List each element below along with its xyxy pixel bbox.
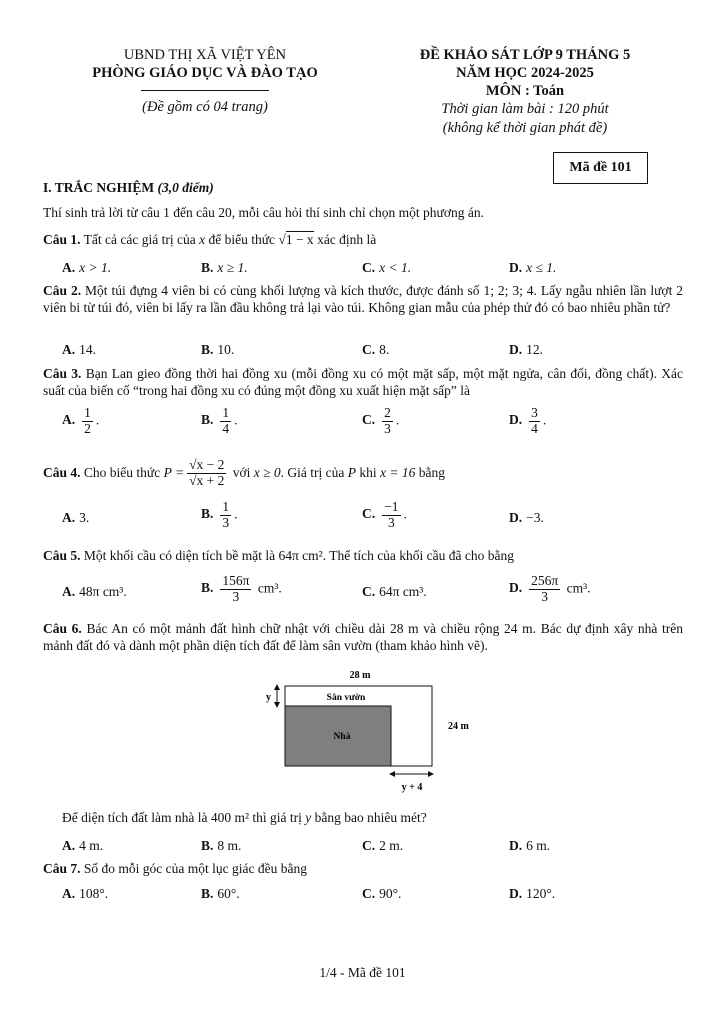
fraction (220, 500, 231, 531)
question-4 (43, 452, 683, 494)
options-q4 (62, 500, 662, 538)
options-q3 (62, 406, 662, 442)
question-text: bằng bao nhiêu mét? (314, 810, 427, 825)
fraction (220, 574, 251, 605)
instructions: Thí sinh trả lời từ câu 1 đến câu 20, mỗi câu hỏi thí sinh chỉ chọn một phương án. (43, 205, 484, 220)
option-d[interactable] (509, 838, 550, 855)
section-title: I. TRẮC NGHIỆM (43, 180, 155, 195)
question-text: thì giá trị (252, 810, 302, 825)
option-label: D. (509, 342, 523, 357)
numerator: 1 (222, 405, 230, 420)
figure-length-label: 28 m (349, 670, 371, 681)
option-value: 64π cm³. (379, 584, 427, 599)
condition: x ≥ 0 (253, 464, 281, 480)
question-7 (43, 861, 683, 878)
option-label: D. (509, 580, 523, 596)
header-right (395, 46, 655, 137)
option-c[interactable] (362, 342, 389, 359)
option-value: 2 m. (379, 838, 404, 853)
page-footer: 1/4 - Mã đề 101 (319, 965, 406, 980)
option-label: B. (201, 886, 214, 901)
time-note: (không kể thời gian phát đề) (442, 119, 608, 136)
option-d[interactable] (509, 510, 544, 527)
option-value: 10. (217, 342, 235, 357)
denominator: 4 (531, 420, 538, 436)
figure-y-label: y (266, 692, 271, 703)
question-text: . Thể tích của khối cầu đã cho bằng (322, 548, 515, 563)
question-label: Câu 7. (43, 861, 81, 876)
option-value: x ≥ 1. (217, 260, 248, 275)
question-text: . Giá trị của (280, 464, 345, 480)
denominator: 4 (222, 420, 230, 436)
option-value: −3. (526, 510, 544, 525)
option-label: B. (201, 342, 214, 357)
option-c[interactable] (362, 584, 427, 601)
section-heading (43, 180, 683, 197)
option-b[interactable]: B. $\frac{1}{3}$ . (201, 499, 238, 530)
fraction (82, 406, 93, 437)
question-label: Câu 6. (43, 621, 82, 636)
options-q6 (62, 838, 662, 860)
numerator: −1 (384, 499, 399, 514)
option-value: x < 1. (379, 260, 412, 275)
option-d[interactable] (509, 886, 555, 903)
option-value: 4 m. (79, 838, 104, 853)
options-q5 (62, 574, 662, 614)
option-value: 14. (79, 342, 96, 357)
question-label: Câu 3. (43, 366, 82, 381)
subject: MÔN : Toán (485, 83, 565, 100)
option-b[interactable] (201, 260, 248, 277)
option-label: A. (62, 342, 76, 357)
fraction (220, 406, 231, 437)
denominator: 3 (232, 588, 240, 604)
option-d[interactable]: D. $\frac{3}{4}$ . (509, 405, 547, 436)
math-var: P (347, 464, 357, 480)
school-year: NĂM HỌC 2024-2025 (456, 65, 594, 82)
denominator: 2 (84, 420, 91, 436)
option-value: 6 m. (526, 838, 551, 853)
question-2 (43, 283, 683, 317)
option-label: A. (62, 260, 76, 275)
option-value: 8. (379, 342, 390, 357)
question-6-followup (62, 810, 682, 827)
numerator: 1 (84, 405, 91, 420)
exam-code: Mã đề 101 (569, 160, 632, 176)
question-text: Cho biểu thức (83, 464, 161, 480)
question-1 (43, 232, 683, 249)
option-value: x > 1. (79, 260, 112, 275)
numerator: 2 (384, 405, 391, 420)
question-text: Bạn Lan gieo đồng thời hai đồng xu (mỗi đồng xu có một mặt sấp, một mặt ngửa, cân đối, đồng chất). Xác suất của biến cố “trong hai đồng xu có đúng một đồng xu xuất hiện mặt sấp” là (43, 366, 684, 398)
option-d[interactable] (509, 260, 556, 277)
option-value: 120°. (526, 886, 556, 901)
option-a[interactable] (62, 510, 89, 527)
numerator: √x − 2 (189, 456, 225, 472)
option-b[interactable] (201, 838, 241, 855)
option-label: B. (201, 580, 214, 596)
option-c[interactable] (362, 260, 411, 277)
question-label: Câu 1. (43, 232, 81, 247)
option-label: D. (509, 510, 523, 525)
option-label: D. (509, 886, 523, 901)
math-var: x (199, 232, 206, 247)
question-text: Bác An có một mảnh đất hình chữ nhật với chiều dài 28 m và chiều rộng 24 m. Bác dự định xây nhà trên mảnh đất đó và dành một phần diện tích đất để làm sân vườn (tham khảo hình vẽ). (43, 621, 684, 653)
option-value: 60°. (217, 886, 240, 901)
house-label: Nhà (333, 732, 351, 742)
question-5 (43, 548, 683, 565)
district-name: UBND THỊ XÃ VIỆT YÊN (123, 47, 287, 63)
question-text: bằng (418, 464, 446, 480)
option-c[interactable]: C. $\frac{2}{3}$ . (362, 405, 400, 436)
question-text: xác định là (317, 232, 377, 247)
question-text: Để diện tích đất làm nhà là (62, 810, 208, 825)
option-value: 48π cm³. (79, 584, 127, 599)
option-b[interactable] (201, 574, 282, 605)
expression-lhs: P = (163, 464, 185, 480)
question-label: Câu 4. (43, 464, 81, 480)
option-a[interactable]: A. $\frac{1}{2}$ . (62, 405, 100, 436)
option-b[interactable]: B. $\frac{1}{4}$ . (201, 405, 238, 436)
options-q7 (62, 886, 662, 908)
numerator: 156π (222, 573, 250, 588)
option-label: D. (509, 838, 523, 853)
option-value: x ≤ 1. (526, 260, 557, 275)
question-text: với (232, 464, 251, 480)
figure-y4-label: y + 4 (401, 782, 423, 793)
garden-label: Sân vườn (326, 693, 366, 703)
option-label: C. (362, 260, 376, 275)
option-value: 3. (79, 510, 90, 525)
denominator: 3 (222, 514, 230, 530)
question-label: Câu 5. (43, 548, 81, 563)
option-a[interactable] (62, 886, 108, 903)
option-c[interactable]: C. $\frac{-1}{3}$ . (362, 499, 407, 530)
y-arrow-head-down (274, 702, 280, 708)
option-c[interactable] (362, 886, 401, 903)
option-value: 90°. (379, 886, 402, 901)
question-text: Tất cả các giá trị của (83, 232, 196, 247)
section-points: (3,0 điểm) (157, 180, 214, 195)
option-label: C. (362, 412, 376, 428)
department-name: PHÒNG GIÁO DỤC VÀ ĐÀO TẠO (92, 65, 318, 82)
land-figure (250, 662, 480, 798)
unit: cm³. (257, 580, 282, 596)
option-a[interactable] (62, 342, 96, 359)
radical-expression: √1 − x (278, 232, 314, 247)
page-count-note: (Đề gồm có 04 trang) (142, 99, 268, 116)
house-area: 400 m² (210, 810, 250, 825)
option-label: B. (201, 412, 214, 428)
header-rule (141, 90, 269, 91)
option-label: C. (362, 838, 376, 853)
question-label: Câu 2. (43, 283, 82, 298)
question-text: Số đo mỗi góc của một lục giác đều bằng (83, 861, 307, 876)
option-label: B. (201, 260, 214, 275)
option-label: A. (62, 584, 76, 599)
surface-area: 64π cm² (278, 548, 323, 563)
radicand: 1 − x (285, 232, 314, 247)
fraction (529, 406, 540, 437)
expression-fraction (187, 458, 226, 489)
y4-arrow-head-right (428, 771, 434, 777)
denominator: 3 (384, 420, 391, 436)
options-q2 (62, 342, 662, 364)
option-label: A. (62, 412, 76, 428)
y4-arrow-head-left (389, 771, 395, 777)
option-label: B. (201, 838, 214, 853)
fraction (382, 500, 400, 531)
option-label: D. (509, 260, 523, 275)
option-c[interactable] (362, 838, 403, 855)
option-label: B. (201, 506, 214, 522)
option-label: C. (362, 584, 376, 599)
option-a[interactable] (62, 838, 103, 855)
fraction (382, 406, 393, 437)
option-a[interactable] (62, 584, 127, 601)
math-var: y (305, 810, 312, 825)
figure-width-label: 24 m (448, 721, 469, 732)
numerator: 3 (531, 405, 538, 420)
option-d[interactable] (509, 574, 591, 605)
option-label: C. (362, 342, 376, 357)
options-q1 (62, 260, 662, 282)
option-label: A. (62, 886, 76, 901)
option-d[interactable] (509, 342, 543, 359)
denominator: 3 (387, 514, 395, 530)
question-text: Một khối cầu có diện tích bề mặt là (83, 548, 276, 563)
condition: x = 16 (380, 464, 416, 480)
question-3 (43, 366, 683, 400)
question-text: khi (359, 464, 377, 480)
y-arrow-head-up (274, 684, 280, 690)
question-text: để biểu thức (208, 232, 276, 247)
option-label: A. (62, 510, 76, 525)
option-b[interactable] (201, 886, 240, 903)
option-value: 8 m. (217, 838, 242, 853)
question-text: Một túi đựng 4 viên bi có cùng khối lượng và kích thước, được đánh số 1; 2; 3; 4. Lấy ngẫu nhiên lần lượt 2 viên bi từ túi đó, viên bi lấy ra lần đầu không trả lại vào túi. Không gian mẫu của phép thử đó có bao nhiêu phần tử? (43, 283, 684, 315)
option-label: C. (362, 886, 376, 901)
option-label: A. (62, 838, 76, 853)
option-label: C. (362, 506, 376, 522)
question-6 (43, 621, 683, 655)
header-left (60, 46, 350, 116)
option-b[interactable] (201, 342, 234, 359)
unit: cm³. (566, 580, 591, 596)
denominator: 3 (541, 588, 549, 604)
numerator: 256π (531, 573, 559, 588)
option-value: 108°. (79, 886, 109, 901)
option-label: D. (509, 412, 523, 428)
option-value: 12. (526, 342, 543, 357)
time-limit: Thời gian làm bài : 120 phút (441, 101, 609, 118)
exam-title: ĐỀ KHẢO SÁT LỚP 9 THÁNG 5 (419, 47, 631, 63)
fraction (529, 574, 560, 605)
denominator: √x + 2 (189, 472, 225, 488)
numerator: 1 (222, 499, 230, 514)
option-a[interactable] (62, 260, 111, 277)
